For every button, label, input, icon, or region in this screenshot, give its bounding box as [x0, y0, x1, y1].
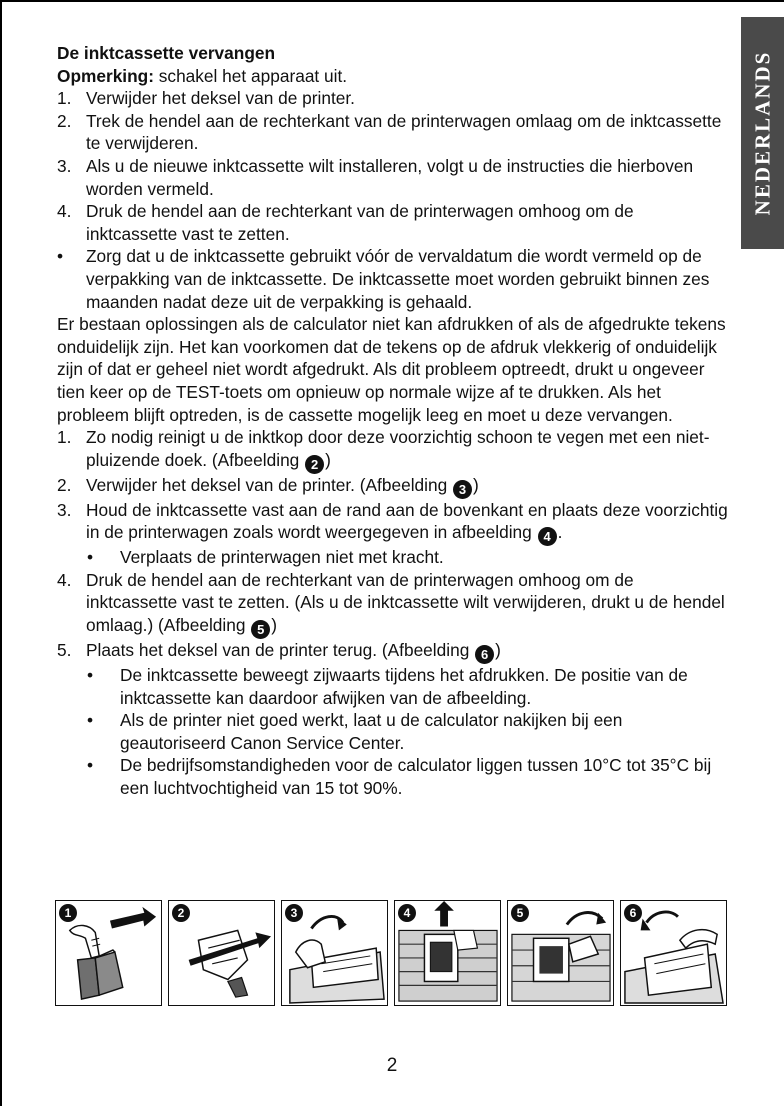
- list-text: Druk de hendel aan de rechterkant van de printerwagen omhoog om de inktcassette vast te zetten. (Als u de inktcassette wilt verwijderen, drukt u de hendel omlaag.) (Afbeelding: [86, 569, 725, 636]
- list-item: [57, 87, 729, 110]
- bullet-marker: •: [87, 710, 94, 731]
- list-item: [57, 426, 729, 474]
- list-marker: 1.: [57, 88, 72, 109]
- list-text: Plaats het deksel van de printer terug. (Afbeelding: [86, 640, 475, 661]
- list-item: [57, 546, 729, 569]
- figure-number-badge: 1: [59, 904, 77, 922]
- bullet-marker: •: [57, 246, 64, 267]
- list-text: Druk de hendel aan de rechterkant van de printerwagen omhoog om de inktcassette vast te zetten.: [86, 201, 634, 244]
- list-text: Zorg dat u de inktcassette gebruikt vóór de vervaldatum die wordt vermeld op de verpakking van de inktcassette. De inktcassette moet worden gebruikt binnen zes maanden nadat deze uit de verpakking is gehaald.: [86, 246, 710, 312]
- list-item: [57, 639, 729, 664]
- figure-2: [168, 900, 275, 1006]
- list-item: [57, 200, 729, 245]
- note-label: Opmerking:: [57, 65, 154, 86]
- bullet-marker: •: [87, 547, 94, 568]
- language-tab: [741, 17, 784, 249]
- list-item: [57, 245, 729, 313]
- list-text-end: ): [325, 449, 331, 470]
- instructions: [57, 42, 729, 800]
- figure-1: [55, 900, 162, 1006]
- list-text: Verwijder het deksel van de printer. (Afbeelding: [86, 474, 453, 495]
- list-item: [57, 754, 729, 799]
- figure-number-badge: 5: [511, 904, 529, 922]
- list-text: Verwijder het deksel van de printer.: [86, 88, 355, 109]
- list-text: De bedrijfsomstandigheden voor de calculator liggen tussen 10°C tot 35°C bij een luchtvochtigheid van 15 tot 90%.: [120, 755, 712, 799]
- list-marker: 2.: [57, 110, 72, 131]
- list-text: Verplaats de printerwagen niet met kracht.: [120, 547, 444, 568]
- troubleshooting-steps: [57, 426, 729, 800]
- note-text: schakel het apparaat uit.: [153, 65, 348, 86]
- list-text-end: .: [557, 522, 563, 543]
- bullet-marker: •: [87, 755, 94, 776]
- list-item: [57, 569, 729, 639]
- list-marker: 4.: [57, 569, 72, 590]
- list-item: [57, 110, 729, 155]
- replacement-steps: [57, 87, 729, 313]
- list-text-end: ): [495, 640, 501, 661]
- list-text: De inktcassette beweegt zijwaarts tijdens het afdrukken. De positie van de inktcassette kan daardoor afwijken van de afbeelding.: [120, 665, 688, 708]
- page-number: 2: [386, 1055, 398, 1076]
- list-text-end: ): [271, 615, 278, 636]
- list-text: Als u de nieuwe inktcassette wilt installeren, volgt u de instructies die hierboven worden vermeld.: [86, 155, 694, 199]
- list-marker: 4.: [57, 201, 72, 222]
- figure-5: [507, 900, 614, 1006]
- list-item: [57, 474, 729, 499]
- figure-number-badge: 3: [285, 904, 303, 922]
- figure-ref-badge: 6: [475, 645, 494, 664]
- page-border-top: [0, 0, 784, 2]
- list-marker: 3.: [57, 155, 72, 176]
- figure-ref-badge: 3: [453, 480, 472, 499]
- list-marker: 3.: [57, 499, 72, 520]
- list-text: Trek de hendel aan de rechterkant van de printerwagen omlaag om de inktcassette te verwijderen.: [86, 110, 722, 154]
- section-heading: De inktcassette vervangen: [57, 43, 276, 63]
- figure-strip: [55, 900, 727, 1006]
- note-line: [57, 65, 729, 88]
- list-text: Zo nodig reinigt u de inktkop door deze voorzichtig schoon te vegen met een niet-pluizende doek. (Afbeelding: [86, 427, 710, 470]
- list-item: [57, 499, 729, 547]
- figure-ref-badge: 4: [538, 527, 557, 546]
- list-item: [57, 664, 729, 709]
- figure-number-badge: 6: [624, 904, 642, 922]
- list-item: [57, 709, 729, 754]
- language-tab-label: NEDERLANDS: [750, 50, 774, 216]
- troubleshooting-paragraph: Er bestaan oplossingen als de calculator niet kan afdrukken of als de afgedrukte tekens onduidelijk zijn. Het kan voorkomen dat de tekens op de afdruk vlekkerig of onduidelijk zijn of dat er geheel niet wordt afgedrukt. Als dit probleem optreedt, drukt u ongeveer tien keer op de TEST-toets om opnieuw op normale wijze af te drukken. Als het probleem blijft optreden, is de cassette mogelijk leeg en moet u deze vervangen.: [57, 314, 726, 425]
- list-text: Houd de inktcassette vast aan de rand aan de bovenkant en plaats deze voorzichtig in de printerwagen zoals wordt weergegeven in afbeelding: [86, 499, 728, 543]
- list-text: Als de printer niet goed werkt, laat u de calculator nakijken bij een geautoriseerd Canon Service Center.: [120, 710, 623, 753]
- list-item: [57, 155, 729, 200]
- figure-3: [281, 900, 388, 1006]
- list-text-end: ): [473, 474, 479, 495]
- bullet-marker: •: [87, 665, 94, 686]
- list-marker: 2.: [57, 474, 72, 495]
- figure-ref-badge: 2: [305, 455, 324, 474]
- figure-4: [394, 900, 501, 1006]
- list-marker: 1.: [57, 427, 72, 448]
- figure-6: [620, 900, 727, 1006]
- list-marker: 5.: [57, 640, 72, 661]
- figure-number-badge: 4: [398, 904, 416, 922]
- page-border-left: [0, 0, 2, 1106]
- figure-ref-badge: 5: [251, 620, 270, 639]
- figure-number-badge: 2: [172, 904, 190, 922]
